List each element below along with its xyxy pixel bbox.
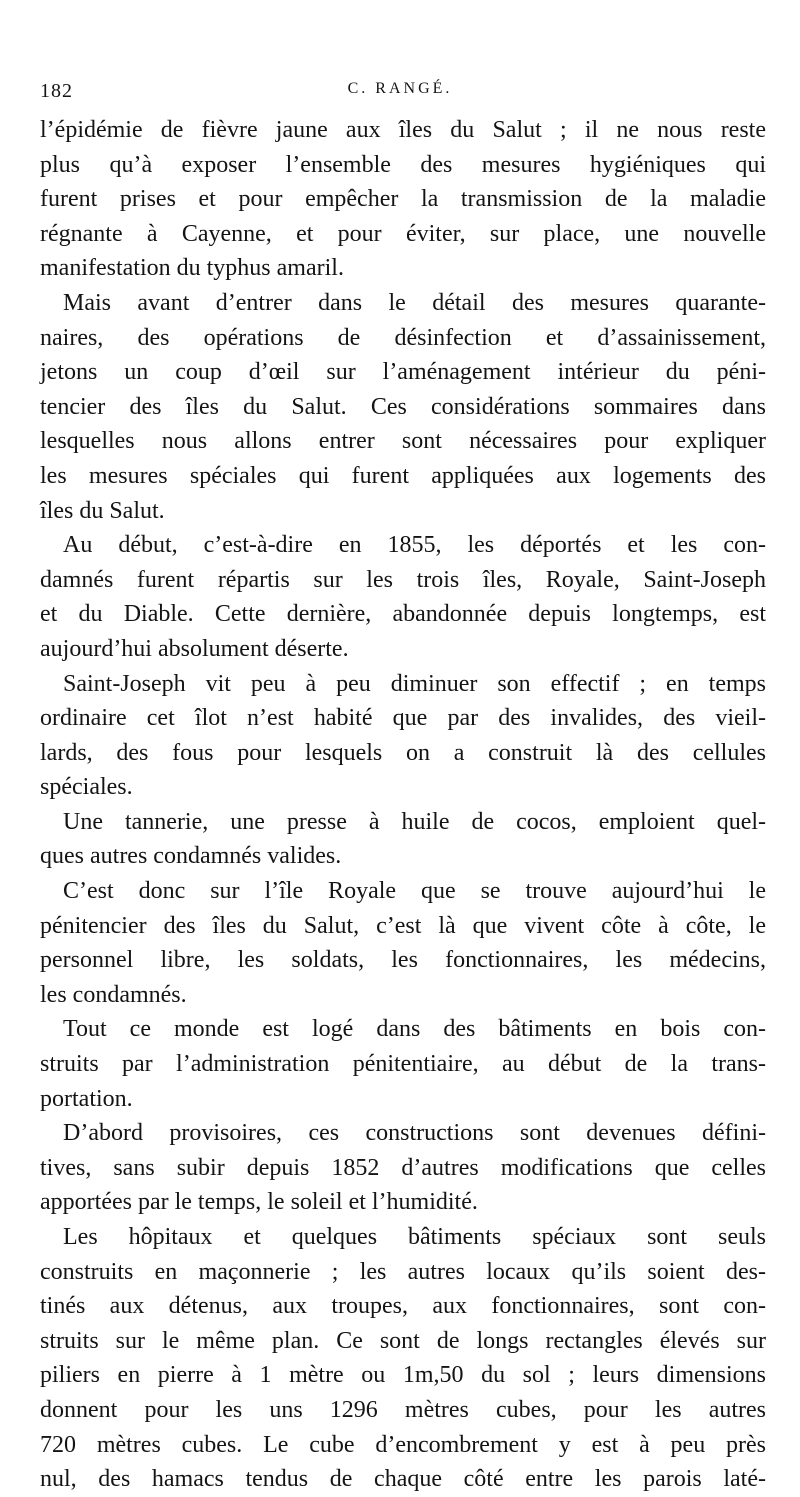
text-line: lards, des fous pour lesquels on a construit là des cellules [40, 739, 766, 766]
running-head: C. RANGÉ. [347, 80, 453, 97]
text-line: personnel libre, les soldats, les fonctionnaires, les médecins, [40, 947, 766, 974]
text-line: apportées par le temps, le soleil et l’humidité. [40, 1189, 478, 1216]
text-line: et du Diable. Cette dernière, abandonnée depuis longtemps, est [40, 601, 766, 628]
text-line: tinés aux détenus, aux troupes, aux fonctionnaires, sont con- [40, 1293, 766, 1320]
text-line: ordinaire cet îlot n’est habité que par des invalides, des vieil- [40, 705, 766, 732]
text-line: naires, des opérations de désinfection et d’assainissement, [40, 324, 766, 351]
text-line: plus qu’à exposer l’ensemble des mesures hygiéniques qui [40, 151, 766, 178]
text-line: tives, sans subir depuis 1852 d’autres modifications que celles [40, 1154, 766, 1181]
text-line: damnés furent répartis sur les trois îles, Royale, Saint-Joseph [40, 566, 766, 593]
text-line: piliers en pierre à 1 mètre ou 1m,50 du sol ; leurs dimensions [40, 1362, 766, 1389]
body-text [40, 113, 766, 1497]
text-line: 720 mètres cubes. Le cube d’encombrement y est à peu près [40, 1431, 766, 1458]
text-line: aujourd’hui absolument déserte. [40, 635, 349, 662]
page-header [40, 80, 760, 114]
page-number: 182 [40, 80, 73, 102]
text-line: pénitencier des îles du Salut, c’est là que vivent côte à côte, le [40, 912, 766, 939]
text-line: construits en maçonnerie ; les autres locaux qu’ils soient des- [40, 1258, 766, 1285]
text-line: D’abord provisoires, ces constructions sont devenues défini- [63, 1120, 766, 1147]
text-line: Tout ce monde est logé dans des bâtiments en bois con- [63, 1016, 766, 1043]
text-line: portation. [40, 1085, 133, 1112]
text-line: Au début, c’est-à-dire en 1855, les déportés et les con- [63, 532, 766, 559]
text-line: furent prises et pour empêcher la transmission de la maladie [40, 186, 766, 213]
text-line: îles du Salut. [40, 497, 165, 524]
text-line: struits par l’administration pénitentiaire, au début de la trans- [40, 1051, 766, 1078]
text-line: l’épidémie de fièvre jaune aux îles du Salut ; il ne nous reste [40, 117, 766, 143]
text-line: Saint-Joseph vit peu à peu diminuer son effectif ; en temps [63, 670, 766, 697]
text-line: Mais avant d’entrer dans le détail des mesures quarante- [63, 289, 766, 316]
text-line: C’est donc sur l’île Royale que se trouve aujourd’hui le [63, 878, 766, 905]
text-line: les mesures spéciales qui furent appliquées aux logements des [40, 462, 766, 489]
text-line: les condamnés. [40, 981, 187, 1008]
text-line: jetons un coup d’œil sur l’aménagement intérieur du péni- [40, 359, 766, 386]
text-line: Une tannerie, une presse à huile de cocos, emploient quel- [63, 808, 766, 835]
text-line: manifestation du typhus amaril. [40, 255, 344, 282]
text-line: ques autres condamnés valides. [40, 843, 342, 870]
text-line: spéciales. [40, 774, 133, 801]
text-line: nul, des hamacs tendus de chaque côté entre les parois laté- [40, 1466, 766, 1493]
text-line: lesquelles nous allons entrer sont nécessaires pour expliquer [40, 428, 766, 455]
text-line: struits sur le même plan. Ce sont de longs rectangles élevés sur [40, 1327, 766, 1354]
text-line: donnent pour les uns 1296 mètres cubes, pour les autres [40, 1396, 766, 1423]
text-line: tencier des îles du Salut. Ces considérations sommaires dans [40, 393, 766, 420]
text-line: Les hôpitaux et quelques bâtiments spéciaux sont seuls [63, 1224, 766, 1250]
text-line: régnante à Cayenne, et pour éviter, sur place, une nouvelle [40, 220, 766, 247]
